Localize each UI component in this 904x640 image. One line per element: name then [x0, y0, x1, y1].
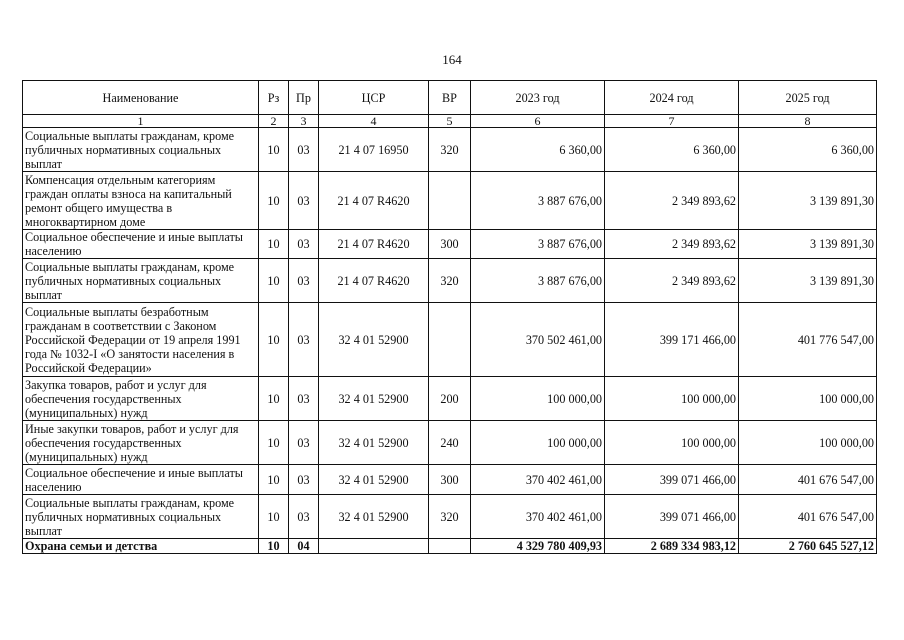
row-name: Социальные выплаты безработным гражданам в соответствии с Законом Российской Федерации от 19 апреля 1991 года № 1032-I «О занятости населения в Российской Федерации» — [23, 303, 259, 377]
header-2025: 2025 год — [739, 81, 877, 115]
header-csr: ЦСР — [319, 81, 429, 115]
row-rz: 10 — [259, 495, 289, 539]
row-pr: 03 — [289, 303, 319, 377]
header-row — [23, 81, 877, 115]
row-csr: 21 4 07 R4620 — [319, 259, 429, 303]
row-vr — [429, 172, 471, 230]
row-2023: 370 402 461,00 — [471, 495, 605, 539]
row-name: Социальное обеспечение и иные выплаты населению — [23, 465, 259, 495]
row-name: Социальные выплаты гражданам, кроме публичных нормативных социальных выплат — [23, 495, 259, 539]
row-pr: 03 — [289, 495, 319, 539]
column-number: 2 — [259, 115, 289, 128]
row-2025: 3 139 891,30 — [739, 230, 877, 259]
column-number: 4 — [319, 115, 429, 128]
row-name: Иные закупки товаров, работ и услуг для обеспечения государственных (муниципальных) нужд — [23, 421, 259, 465]
table-row — [23, 465, 877, 495]
row-rz: 10 — [259, 465, 289, 495]
row-pr: 03 — [289, 421, 319, 465]
header-pr: Пр — [289, 81, 319, 115]
row-csr: 21 4 07 16950 — [319, 128, 429, 172]
row-csr: 32 4 01 52900 — [319, 377, 429, 421]
row-2025: 401 676 547,00 — [739, 495, 877, 539]
header-2024: 2024 год — [605, 81, 739, 115]
header-name: Наименование — [23, 81, 259, 115]
row-name: Социальные выплаты гражданам, кроме публичных нормативных социальных выплат — [23, 259, 259, 303]
row-vr — [429, 539, 471, 554]
row-vr: 320 — [429, 128, 471, 172]
table-row — [23, 303, 877, 377]
row-csr: 21 4 07 R4620 — [319, 172, 429, 230]
row-2025: 6 360,00 — [739, 128, 877, 172]
row-2024: 399 071 466,00 — [605, 465, 739, 495]
row-vr: 300 — [429, 230, 471, 259]
row-name: Социальное обеспечение и иные выплаты населению — [23, 230, 259, 259]
row-2024: 100 000,00 — [605, 377, 739, 421]
row-csr: 32 4 01 52900 — [319, 421, 429, 465]
row-rz: 10 — [259, 172, 289, 230]
table-row — [23, 495, 877, 539]
row-2024: 2 349 893,62 — [605, 259, 739, 303]
row-vr: 320 — [429, 259, 471, 303]
budget-table — [22, 80, 877, 554]
column-number: 1 — [23, 115, 259, 128]
row-2024: 100 000,00 — [605, 421, 739, 465]
row-2023: 100 000,00 — [471, 421, 605, 465]
table-row — [23, 172, 877, 230]
row-name: Закупка товаров, работ и услуг для обеспечения государственных (муниципальных) нужд — [23, 377, 259, 421]
row-name: Охрана семьи и детства — [23, 539, 259, 554]
row-2023: 100 000,00 — [471, 377, 605, 421]
row-csr: 32 4 01 52900 — [319, 465, 429, 495]
table-row — [23, 128, 877, 172]
row-2025: 3 139 891,30 — [739, 172, 877, 230]
row-2024: 6 360,00 — [605, 128, 739, 172]
row-2024: 2 349 893,62 — [605, 230, 739, 259]
row-csr: 32 4 01 52900 — [319, 495, 429, 539]
row-vr — [429, 303, 471, 377]
row-rz: 10 — [259, 259, 289, 303]
row-2025: 401 676 547,00 — [739, 465, 877, 495]
column-number: 7 — [605, 115, 739, 128]
header-rz: Рз — [259, 81, 289, 115]
row-2025: 100 000,00 — [739, 421, 877, 465]
row-vr: 320 — [429, 495, 471, 539]
row-pr: 03 — [289, 128, 319, 172]
row-2023: 6 360,00 — [471, 128, 605, 172]
row-2023: 4 329 780 409,93 — [471, 539, 605, 554]
column-number: 8 — [739, 115, 877, 128]
row-pr: 03 — [289, 230, 319, 259]
row-2023: 370 502 461,00 — [471, 303, 605, 377]
row-vr: 240 — [429, 421, 471, 465]
row-2025: 3 139 891,30 — [739, 259, 877, 303]
row-rz: 10 — [259, 128, 289, 172]
page-number: 164 — [442, 52, 462, 67]
row-pr: 03 — [289, 172, 319, 230]
row-name: Компенсация отдельным категориям граждан оплаты взноса на капитальный ремонт общего имущества в многоквартирном доме — [23, 172, 259, 230]
row-rz: 10 — [259, 539, 289, 554]
row-csr — [319, 539, 429, 554]
row-2024: 399 071 466,00 — [605, 495, 739, 539]
row-2023: 3 887 676,00 — [471, 259, 605, 303]
row-rz: 10 — [259, 377, 289, 421]
row-vr: 300 — [429, 465, 471, 495]
row-name: Социальные выплаты гражданам, кроме публичных нормативных социальных выплат — [23, 128, 259, 172]
column-number: 3 — [289, 115, 319, 128]
row-2023: 3 887 676,00 — [471, 230, 605, 259]
row-pr: 03 — [289, 259, 319, 303]
column-number: 5 — [429, 115, 471, 128]
row-2025: 100 000,00 — [739, 377, 877, 421]
row-rz: 10 — [259, 303, 289, 377]
row-pr: 04 — [289, 539, 319, 554]
table-row-total — [23, 539, 877, 554]
row-2023: 370 402 461,00 — [471, 465, 605, 495]
row-rz: 10 — [259, 421, 289, 465]
row-csr: 32 4 01 52900 — [319, 303, 429, 377]
table-row — [23, 230, 877, 259]
row-csr: 21 4 07 R4620 — [319, 230, 429, 259]
table-row — [23, 259, 877, 303]
row-2024: 2 349 893,62 — [605, 172, 739, 230]
table-row — [23, 377, 877, 421]
row-2025: 401 776 547,00 — [739, 303, 877, 377]
table-row — [23, 421, 877, 465]
row-2024: 2 689 334 983,12 — [605, 539, 739, 554]
column-number-row — [23, 115, 877, 128]
row-2025: 2 760 645 527,12 — [739, 539, 877, 554]
header-2023: 2023 год — [471, 81, 605, 115]
column-number: 6 — [471, 115, 605, 128]
row-2024: 399 171 466,00 — [605, 303, 739, 377]
row-pr: 03 — [289, 377, 319, 421]
row-pr: 03 — [289, 465, 319, 495]
header-vr: ВР — [429, 81, 471, 115]
row-vr: 200 — [429, 377, 471, 421]
row-rz: 10 — [259, 230, 289, 259]
row-2023: 3 887 676,00 — [471, 172, 605, 230]
